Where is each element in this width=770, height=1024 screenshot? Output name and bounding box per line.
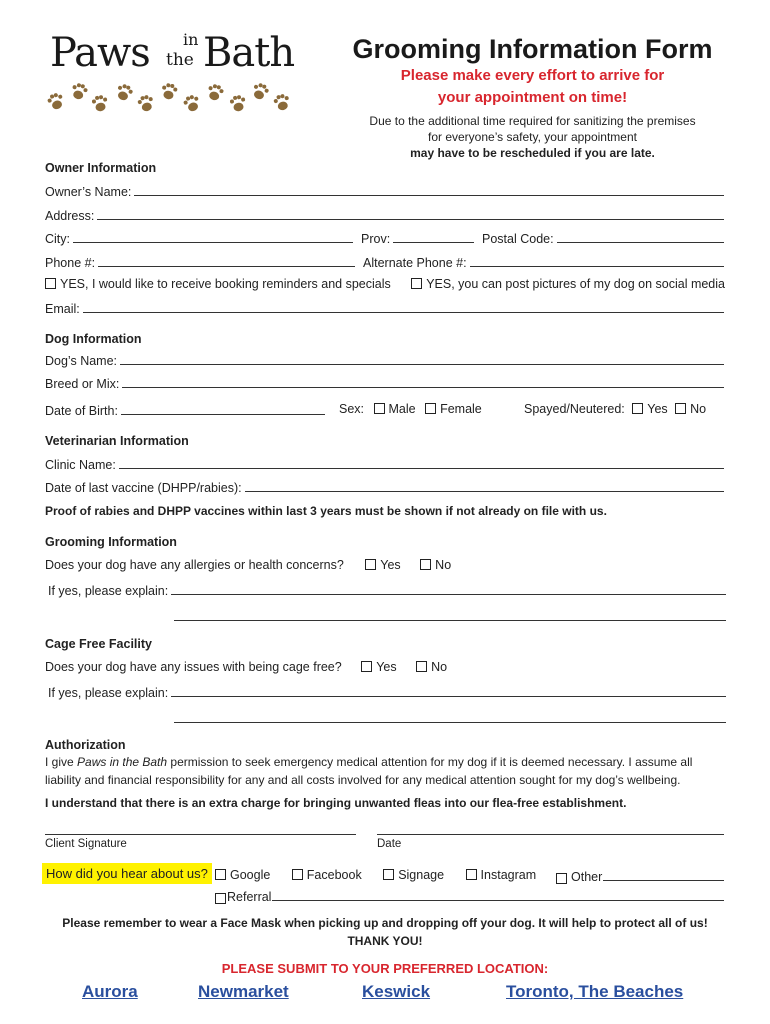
cage-free-heading: Cage Free Facility [45,637,152,651]
spayed-no-option[interactable] [675,402,706,416]
clinic-name-field[interactable] [45,456,724,472]
instagram-checkbox[interactable] [466,869,477,880]
vet-info-heading: Veterinarian Information [45,434,189,448]
business-name-italic: Paws in the Bath [77,755,168,769]
hear-about-question: How did you hear about us? [42,863,212,884]
female-checkbox[interactable] [425,403,436,414]
prov-field[interactable] [361,232,474,246]
flea-charge-notice: I understand that there is an extra charge for bringing unwanted fleas into our flea-free establishment. [45,796,627,810]
reminders-label: YES, I would like to receive booking reminders and specials [60,277,391,291]
logo-word-the: the [166,50,194,70]
referral-label: Referral [227,890,272,904]
allergies-no-option[interactable] [420,558,451,572]
sanitize-notice-line2: for everyone’s safety, your appointment [427,130,637,144]
reminders-checkbox[interactable] [45,278,56,289]
instagram-label: Instagram [480,868,537,882]
form-title: Grooming Information Form [352,34,713,64]
dog-name-label: Dog’s Name: [45,354,118,368]
male-label: Male [388,402,416,416]
paw-prints-icon [46,80,294,114]
allergies-question: Does your dog have any allergies or health concerns? [45,558,344,572]
spayed-no-label: No [690,402,707,416]
cage-no-checkbox[interactable] [416,661,427,672]
spayed-neutered-label: Spayed/Neutered: [524,402,625,416]
sex-label: Sex: [339,402,365,416]
face-mask-notice: Please remember to wear a Face Mask when picking up and dropping off your dog. It will help to protect all of us! [62,916,708,930]
postal-code-label: Postal Code: [482,232,554,246]
clinic-name-label: Clinic Name: [45,458,116,472]
city-field[interactable] [45,232,353,246]
male-option[interactable] [374,402,416,416]
arrive-notice-line1: Please make every effort to arrive for [400,67,665,84]
logo-word-bath: Bath [203,30,295,76]
city-label: City: [45,232,70,246]
dog-info-heading: Dog Information [45,332,142,346]
facebook-option[interactable] [292,868,362,882]
allergies-no-checkbox[interactable] [420,559,431,570]
sanitize-notice-line1: Due to the additional time required for sanitizing the premises [369,114,696,128]
reminders-option[interactable] [45,277,391,291]
authorization-heading: Authorization [45,738,126,752]
address-field[interactable] [45,207,724,223]
google-option[interactable] [215,868,270,882]
cage-no-label: No [431,660,448,674]
address-label: Address: [45,209,95,223]
allergies-yes-option[interactable] [365,558,400,572]
email-label: Email: [45,302,80,316]
vaccine-proof-notice: Proof of rabies and DHPP vaccines within last 3 years must be shown if not already on file with us. [45,504,607,518]
allergies-explain-field[interactable] [48,582,726,598]
date-of-birth-label: Date of Birth: [45,404,118,418]
sanitize-notice-line3: may have to be rescheduled if you are late. [410,146,655,160]
google-label: Google [230,868,271,882]
spayed-yes-option[interactable] [632,402,667,416]
arrive-notice-line2: your appointment on time! [437,89,628,106]
signage-label: Signage [398,868,445,882]
authorization-text-a: I give [45,755,78,769]
cage-yes-label: Yes [376,660,397,674]
owner-info-heading: Owner Information [45,161,157,175]
logo-word-paws: Paws [50,30,150,76]
alternate-phone-field[interactable] [363,256,724,270]
google-checkbox[interactable] [215,869,226,880]
signature-label: Client Signature [45,838,127,850]
signage-option[interactable] [383,868,444,882]
spayed-no-checkbox[interactable] [675,403,686,414]
authorization-text-b: permission to seek emergency medical attention for my dog if it is deemed necessary. I assume all [167,755,693,769]
date-line[interactable] [377,834,724,835]
social-media-checkbox[interactable] [411,278,422,289]
location-keswick-link[interactable]: Keswick [362,982,431,1001]
date-label: Date [377,838,402,850]
referral-checkbox[interactable] [215,893,226,904]
cage-yes-checkbox[interactable] [361,661,372,672]
cage-explain-line2[interactable] [174,722,726,723]
facebook-label: Facebook [306,868,362,882]
allergies-explain-line2[interactable] [174,620,726,621]
breed-field[interactable] [45,375,724,391]
female-option[interactable] [425,402,482,416]
social-media-option[interactable] [411,277,725,291]
vaccine-date-field[interactable] [45,479,724,495]
thank-you-text: THANK YOU! [347,934,423,948]
instagram-option[interactable] [466,868,537,882]
allergies-no-label: No [435,558,452,572]
prov-label: Prov: [361,232,391,246]
location-newmarket-link[interactable]: Newmarket [198,982,289,1001]
cage-explain-label: If yes, please explain: [48,686,169,700]
owner-name-field[interactable] [45,183,724,199]
grooming-info-heading: Grooming Information [45,535,177,549]
spayed-yes-label: Yes [647,402,668,416]
referral-option[interactable] [215,888,724,904]
authorization-text-line2: liability and financial responsibility for any and all costs involved for any medical attention sought for my dog’s wellbeing. [45,773,681,787]
submit-location-heading: PLEASE SUBMIT TO YOUR PREFERRED LOCATION: [221,961,549,976]
authorization-text-line1 [45,755,692,769]
location-toronto-beaches-link[interactable]: Toronto, The Beaches [506,982,684,1001]
allergies-yes-label: Yes [380,558,401,572]
male-checkbox[interactable] [374,403,385,414]
postal-code-field[interactable] [482,232,724,246]
signature-line[interactable] [45,834,356,835]
logo-word-in: in [183,30,199,49]
cage-no-option[interactable] [416,660,447,674]
other-label: Other [571,870,603,884]
location-aurora-link[interactable]: Aurora [82,982,138,1001]
phone-label: Phone #: [45,256,96,270]
owner-name-label: Owner’s Name: [45,185,132,199]
cage-explain-field[interactable] [48,684,726,700]
vaccine-date-label: Date of last vaccine (DHPP/rabies): [45,481,242,495]
email-field[interactable] [45,300,724,316]
spayed-yes-checkbox[interactable] [632,403,643,414]
allergies-yes-checkbox[interactable] [365,559,376,570]
logo [48,28,293,118]
date-of-birth-field[interactable] [45,402,325,418]
cage-yes-option[interactable] [361,660,396,674]
social-media-label: YES, you can post pictures of my dog on social media [426,277,725,291]
breed-label: Breed or Mix: [45,377,120,391]
other-option[interactable] [556,868,724,884]
cage-free-question: Does your dog have any issues with being cage free? [45,660,342,674]
other-checkbox[interactable] [556,873,567,884]
phone-field[interactable] [45,256,355,270]
alternate-phone-label: Alternate Phone #: [363,256,467,270]
allergies-explain-label: If yes, please explain: [48,584,169,598]
facebook-checkbox[interactable] [292,869,303,880]
signage-checkbox[interactable] [383,869,394,880]
dog-name-field[interactable] [45,352,724,368]
female-label: Female [440,402,482,416]
